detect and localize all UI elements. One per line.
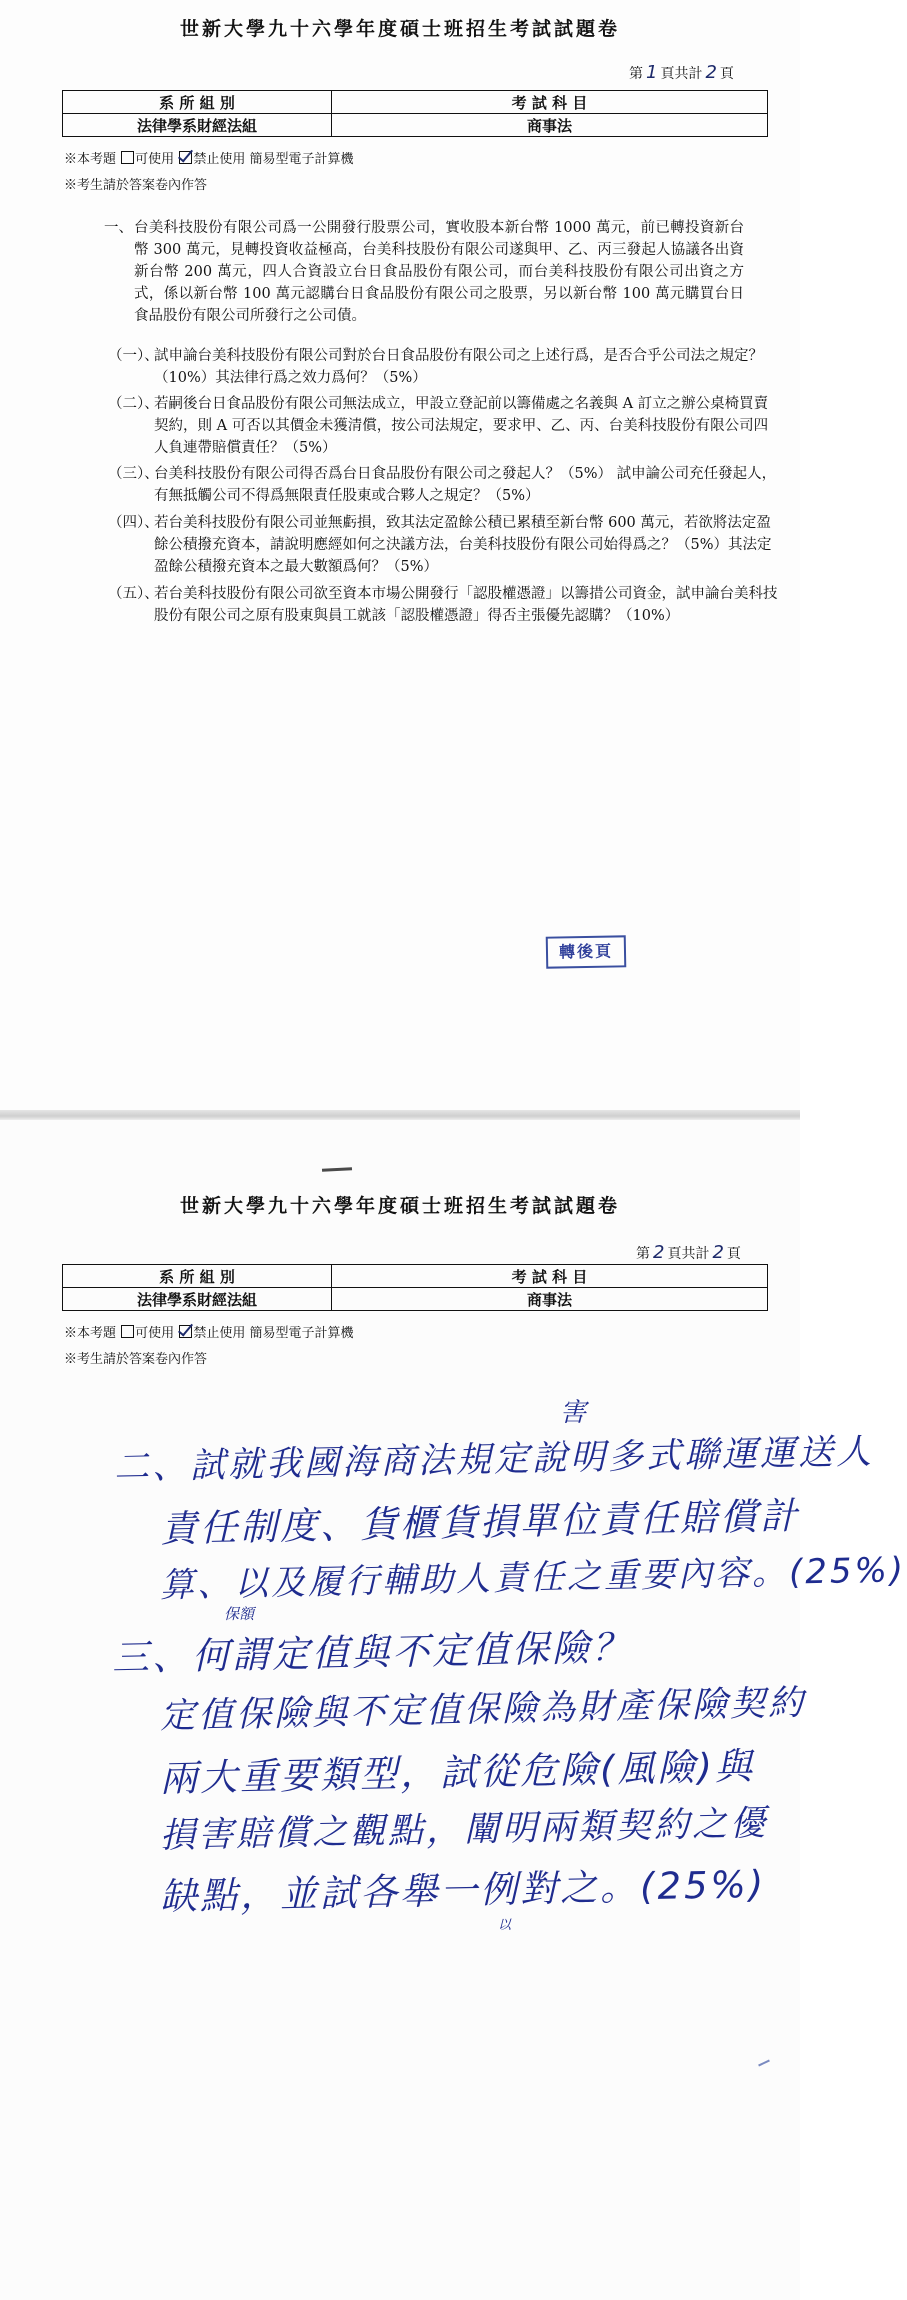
handwritten-line-7: 損害賠償之觀點，闡明兩類契約之優 [159,1803,769,1857]
subject-label-2: 考 試 科 目 [332,1265,768,1288]
page-number-2: 2 [653,1242,665,1263]
handwritten-line-3: 算、以及履行輔助人責任之重要內容。(25%) [159,1550,907,1606]
exam-title: 世新大學九十六學年度碩士班招生考試試題卷 [179,18,620,40]
exam-title-page-2: 世新大學九十六學年度碩士班招生考試試題卷 [179,1195,620,1217]
question-1-number: 一、 [104,220,133,236]
header-table [62,90,768,137]
checkbox-allow-2 [121,1325,134,1338]
dept-label-2: 系 所 組 別 [63,1265,332,1288]
handwritten-line-2: 責任制度、貨櫃貨損單位責任賠償計 [159,1494,801,1551]
handwritten-line-5: 定值保險與不定值保險為財產保險契約 [159,1683,807,1737]
header-table-2 [62,1264,768,1311]
handwritten-insert-baoe: 保額 [224,1605,255,1623]
sub-question-3: （三）、 台美科技股份有限公司得否爲台日食品股份有限公司之發起人？（5%） 試申論公司充任發起人，有無抵觸公司不得爲無限責任股東或合夥人之規定？（5%） [108,466,777,504]
sub-question-4: （四）、 若台美科技股份有限公司並無虧損，致其法定盈餘公積已累積至新台幣 600 萬元，若欲將法定盈餘公積撥充資本，請說明應經如何之決議方法，台美科技股份有限公司始得爲之？（5%）其法定盈餘公積撥充資本之最大數額爲何？（5%） [108,515,772,575]
checkbox-forbid-checked [179,151,192,164]
continue-stamp: 轉後頁 [546,935,627,968]
subject-value: 商事法 [332,114,768,137]
checkbox-allow [121,151,134,164]
handwritten-line-6: 兩大重要類型，試從危險(風險)與 [159,1744,756,1801]
page-number: 1 [646,62,658,83]
calculator-rule-2: ※本考題 可使用 禁止使用 簡易型電子計算機 [64,1326,354,1341]
answer-note-2: ※考生請於答案卷內作答 [64,1352,208,1367]
total-pages-2: 2 [712,1242,724,1263]
dept-value-2: 法律學系財經法組 [63,1288,332,1311]
subject-value-2: 商事法 [332,1288,768,1311]
page-separator [0,1110,800,1120]
answer-note: ※考生請於答案卷內作答 [64,178,208,193]
page-number-info: 第 1 頁共計 2 頁 [629,62,734,83]
question-1 [104,217,744,327]
sub-question-1: （一）、 試申論台美科技股份有限公司對於台日食品股份有限公司之上述行爲，是否合乎公司法之規定？（10%）其法律行爲之效力爲何？（5%） [108,348,763,386]
exam-page-1 [0,0,800,1110]
sub-question-5: （五）、 若台美科技股份有限公司欲至資本市場公開發行「認股權憑證」以籌措公司資金，試申論台美科技股份有限公司之原有股東與員工就該「認股權憑證」得否主張優先認購？（10%） [108,586,778,624]
dept-label: 系 所 組 別 [63,91,332,114]
question-1-text: 台美科技股份有限公司爲一公開發行股票公司，實收股本新台幣 1000 萬元，前已轉投資新台幣 300 萬元，見轉投資收益極高，台美科技股份有限公司遂與甲、乙、丙三發起人協議各出資新台幣 200 萬元，四人合資設立台日食品股份有限公司，而台美科技股份有限公司出資之方式，係以新台幣 100 萬元認購台日食品股份有限公司之股票，另以新台幣 100 萬元購買台日食品股份有限公司所發行之公司債。 [134,220,744,324]
dept-value: 法律學系財經法組 [63,114,332,137]
calculator-rule: ※本考題 可使用 禁止使用 簡易型電子計算機 [64,152,354,167]
page-number-info-2: 第 2 頁共計 2 頁 [636,1242,741,1263]
handwritten-line-8: 缺點，並試各舉一例對之。(25%) [159,1862,767,1919]
handwritten-line-4: 三、何謂定值與不定值保險？ [111,1625,633,1680]
checkbox-forbid-checked-2 [179,1325,192,1338]
subject-label: 考 試 科 目 [332,91,768,114]
total-pages: 2 [705,62,717,83]
handwritten-line-1: 二、試就我國海商法規定說明多式聯運運送人 [113,1432,875,1488]
handwritten-insert-yi: 以 [498,1918,512,1933]
sub-question-2: （二）、 若嗣後台日食品股份有限公司無法成立，甲設立登記前以籌備處之名義與 A 訂立之辦公桌椅買賣契約，則 A 可否以其價金未獲清償，按公司法規定，要求甲、乙、丙、台美科技股份有限公司四人負連帶賠償責任？（5%） [108,396,769,456]
handwritten-insert-hai: 害 [560,1398,587,1428]
